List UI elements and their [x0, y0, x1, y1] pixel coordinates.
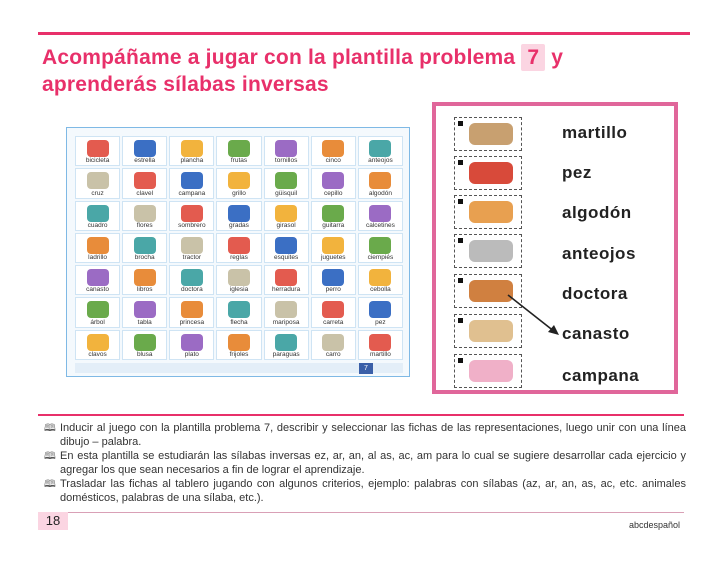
- board-grid: [75, 136, 403, 360]
- board-cell: [169, 297, 214, 327]
- card-word: campana: [562, 366, 640, 385]
- page-number: 18: [38, 512, 68, 530]
- board-cell-picture: [228, 140, 250, 157]
- board-cell: [358, 297, 403, 327]
- board-cell: [122, 168, 167, 198]
- board-cell-word: cuadro: [87, 221, 108, 229]
- board-cell: [75, 330, 120, 360]
- board-cell-picture: [322, 172, 344, 189]
- board-cell: [75, 201, 120, 231]
- board-cell-picture: [322, 334, 344, 351]
- board-cell-picture: [134, 301, 156, 318]
- page-title: [42, 44, 692, 98]
- board-cell-word: princesa: [179, 318, 205, 326]
- board-cell: [264, 233, 309, 263]
- card-word: martillo: [562, 123, 628, 142]
- board-cell: [216, 201, 261, 231]
- board-cell: [122, 233, 167, 263]
- board-cell: [75, 136, 120, 166]
- board-cell-word: plato: [184, 351, 199, 358]
- board-cell-picture: [181, 334, 203, 351]
- board-cell: [169, 136, 214, 166]
- title-number-badge: 7: [521, 44, 545, 71]
- board-cell: [75, 233, 120, 263]
- board-cell-picture: [181, 269, 203, 286]
- book-icon: 🕮: [44, 423, 56, 434]
- board-cell-word: canasto: [86, 286, 109, 294]
- board-cell: [75, 265, 120, 295]
- board-cell: [216, 265, 261, 295]
- board-cell-picture: [134, 205, 156, 222]
- board-cell-word: tornillos: [274, 157, 298, 165]
- board-cell-picture: [181, 140, 203, 157]
- board-cell-word: güisquil: [275, 189, 298, 197]
- board-cell-word: carreta: [323, 318, 344, 326]
- board-cell-word: bicicleta: [85, 157, 110, 165]
- board-cell-picture: [87, 205, 109, 222]
- board-cell-picture: [181, 205, 203, 222]
- board-cell-word: perro: [325, 286, 341, 294]
- board-cell-picture: [181, 301, 203, 318]
- board-cell-picture: [322, 140, 344, 157]
- card-drawing: [469, 162, 513, 184]
- board-cell: [311, 136, 356, 166]
- title-line1-after: y: [551, 46, 564, 69]
- board-cell-picture: [322, 237, 344, 254]
- board-cell: [122, 265, 167, 295]
- board-cell-picture: [87, 269, 109, 286]
- board-cell-word: algodón: [368, 189, 392, 197]
- board-cell-picture: [275, 205, 297, 222]
- board-cell: [264, 168, 309, 198]
- book-icon: 🕮: [44, 479, 56, 490]
- board-cell: [358, 168, 403, 198]
- board-cell-word: calcetines: [365, 221, 395, 229]
- board-cell-picture: [275, 269, 297, 286]
- board-cell: [75, 168, 120, 198]
- board-cell-picture: [322, 301, 344, 318]
- board-cell-word: martillo: [369, 351, 391, 358]
- board-cell-picture: [87, 301, 109, 318]
- board-cell: [216, 297, 261, 327]
- board-cell: [122, 297, 167, 327]
- board-cell-word: carro: [325, 351, 341, 358]
- board-cell-word: brocha: [134, 254, 155, 262]
- board-cell-word: cepillo: [324, 189, 343, 197]
- board-cell-word: clavos: [88, 351, 107, 358]
- board-cell-word: blusa: [136, 351, 153, 358]
- picture-card: [454, 156, 522, 190]
- board-cell-word: sombrero: [178, 221, 206, 229]
- card-hole-icon: [458, 318, 463, 323]
- board-cell: [311, 297, 356, 327]
- board-cell: [169, 201, 214, 231]
- board-cell-word: cebolla: [370, 286, 391, 294]
- board-cell-picture: [228, 269, 250, 286]
- board-cell-picture: [369, 205, 391, 222]
- card-word: doctora: [562, 284, 628, 303]
- board-cell: [311, 168, 356, 198]
- board-cell: [311, 201, 356, 231]
- board-cell: [216, 136, 261, 166]
- board-cell-picture: [87, 334, 109, 351]
- board-cell-picture: [181, 237, 203, 254]
- board-cell-picture: [275, 172, 297, 189]
- board-cell-word: tabla: [137, 318, 152, 326]
- board-cell-word: gradas: [229, 221, 249, 229]
- instruction-paragraph: [44, 477, 686, 505]
- board-cell-word: ladrillo: [88, 254, 107, 262]
- board-cell-word: campana: [178, 189, 206, 197]
- board-cell-word: flecha: [230, 318, 248, 326]
- board-cell-picture: [275, 140, 297, 157]
- board-cell-word: anteojos: [368, 157, 393, 165]
- board-cell: [311, 233, 356, 263]
- board-cell-word: árbol: [90, 318, 105, 326]
- board-cell: [169, 233, 214, 263]
- board-cell: [358, 201, 403, 231]
- board-cell-picture: [322, 205, 344, 222]
- board-cell-picture: [134, 269, 156, 286]
- board-cell-word: grillo: [232, 189, 246, 197]
- board-cell-word: frijoles: [229, 351, 249, 358]
- instruction-text: Inducir al juego con la plantilla problema 7, describir y seleccionar las fichas de las representaciones, luego unir con una línea dibujo – palabra.: [60, 422, 686, 448]
- board-cell-picture: [87, 172, 109, 189]
- board-cell: [216, 168, 261, 198]
- instruction-paragraph: [44, 449, 686, 477]
- instructions-rule: [38, 414, 684, 416]
- card-word: algodón: [562, 203, 632, 222]
- board-cell-picture: [181, 172, 203, 189]
- card-hole-icon: [458, 121, 463, 126]
- board-cell-picture: [134, 140, 156, 157]
- title-line2: aprenderás sílabas inversas: [42, 73, 329, 96]
- board-cell: [358, 330, 403, 360]
- footer-rule: [38, 512, 684, 513]
- board-cell: [264, 201, 309, 231]
- card-hole-icon: [458, 238, 463, 243]
- board-cell-word: juguetes: [320, 254, 346, 262]
- board-cell: [122, 201, 167, 231]
- board-cell-word: plancha: [180, 157, 204, 165]
- board-cell-picture: [87, 237, 109, 254]
- card-drawing: [469, 123, 513, 145]
- picture-card: [454, 354, 522, 388]
- card-hole-icon: [458, 278, 463, 283]
- board-cell-picture: [369, 334, 391, 351]
- board-cell-word: cinco: [325, 157, 341, 165]
- board-cell: [358, 136, 403, 166]
- card-drawing: [469, 240, 513, 262]
- board-cell-word: libros: [136, 286, 153, 294]
- book-icon: 🕮: [44, 451, 56, 462]
- board-cell-word: cruz: [91, 189, 104, 197]
- board-cell-word: ciempiés: [367, 254, 394, 262]
- board-cell-word: doctora: [181, 286, 203, 294]
- picture-board: [66, 127, 410, 377]
- board-cell-picture: [228, 334, 250, 351]
- board-cell-word: reglas: [230, 254, 248, 262]
- board-cell-word: guitarra: [322, 221, 345, 229]
- board-cell-word: pez: [375, 318, 386, 326]
- card-hole-icon: [458, 160, 463, 165]
- board-cell-word: clavel: [136, 189, 154, 197]
- board-cell-word: paraguas: [272, 351, 300, 358]
- board-cell-word: girasol: [276, 221, 296, 229]
- connector-arrow: [505, 292, 565, 342]
- brand-label: abcdespañol: [628, 520, 680, 530]
- card-word: canasto: [562, 324, 630, 343]
- board-cell-picture: [228, 237, 250, 254]
- board-cell-word: frutas: [230, 157, 248, 165]
- board-cell-word: flores: [136, 221, 153, 229]
- board-cell: [264, 136, 309, 166]
- board-cell-word: tractor: [182, 254, 202, 262]
- board-cell: [311, 265, 356, 295]
- card-word: anteojos: [562, 244, 636, 263]
- board-cell-picture: [369, 237, 391, 254]
- card-drawing: [469, 201, 513, 223]
- board-cell-word: estrella: [134, 157, 156, 165]
- board-cell-picture: [275, 237, 297, 254]
- board-cell-picture: [275, 301, 297, 318]
- title-line1-before: Acompáñame a jugar con la plantilla problema: [42, 46, 516, 69]
- card-hole-icon: [458, 358, 463, 363]
- board-cell: [358, 265, 403, 295]
- instruction-text: Trasladar las fichas al tablero jugando con algunos criterios, ejemplo: palabras con sílabas (az, ar, an, as, ac, etc. animales domésticos, palabras de una sílaba, etc.).: [60, 478, 686, 504]
- board-cell-picture: [228, 205, 250, 222]
- board-cell: [216, 233, 261, 263]
- board-plate-number: 7: [359, 363, 373, 374]
- board-cell: [169, 265, 214, 295]
- board-cell: [264, 265, 309, 295]
- board-cell: [169, 168, 214, 198]
- board-cell: [216, 330, 261, 360]
- board-cell-picture: [275, 334, 297, 351]
- board-cell-picture: [134, 237, 156, 254]
- board-cell-picture: [228, 172, 250, 189]
- board-cell-picture: [369, 301, 391, 318]
- board-cell-picture: [134, 172, 156, 189]
- board-cell: [311, 330, 356, 360]
- board-cell-picture: [322, 269, 344, 286]
- instructions: [44, 421, 686, 505]
- board-cell: [122, 330, 167, 360]
- top-rule: [38, 32, 690, 35]
- board-cell-word: iglesia: [229, 286, 249, 294]
- board-cell-picture: [87, 140, 109, 157]
- board-cell-picture: [369, 269, 391, 286]
- board-cell-picture: [369, 172, 391, 189]
- board-cell-picture: [228, 301, 250, 318]
- picture-card: [454, 117, 522, 151]
- board-cell-word: esquites: [274, 254, 299, 262]
- board-cell: [169, 330, 214, 360]
- instruction-text: En esta plantilla se estudiarán las sílabas inversas ez, ar, an, al as, ac, am para lo cual se sugiere desarrollar cada ejercicio y agregar los que sean necesarios a fin de lograr el aprendizaje.: [60, 450, 686, 476]
- board-cell: [75, 297, 120, 327]
- board-cell: [122, 136, 167, 166]
- board-cell: [264, 297, 309, 327]
- board-footer: [75, 363, 403, 373]
- card-word: pez: [562, 163, 592, 182]
- board-cell: [358, 233, 403, 263]
- picture-card: [454, 234, 522, 268]
- instruction-paragraph: [44, 421, 686, 449]
- board-cell-word: herradura: [272, 286, 301, 294]
- board-cell: [264, 330, 309, 360]
- board-cell-picture: [369, 140, 391, 157]
- picture-card: [454, 195, 522, 229]
- card-hole-icon: [458, 199, 463, 204]
- board-cell-word: mariposa: [272, 318, 300, 326]
- card-drawing: [469, 360, 513, 382]
- board-cell-picture: [134, 334, 156, 351]
